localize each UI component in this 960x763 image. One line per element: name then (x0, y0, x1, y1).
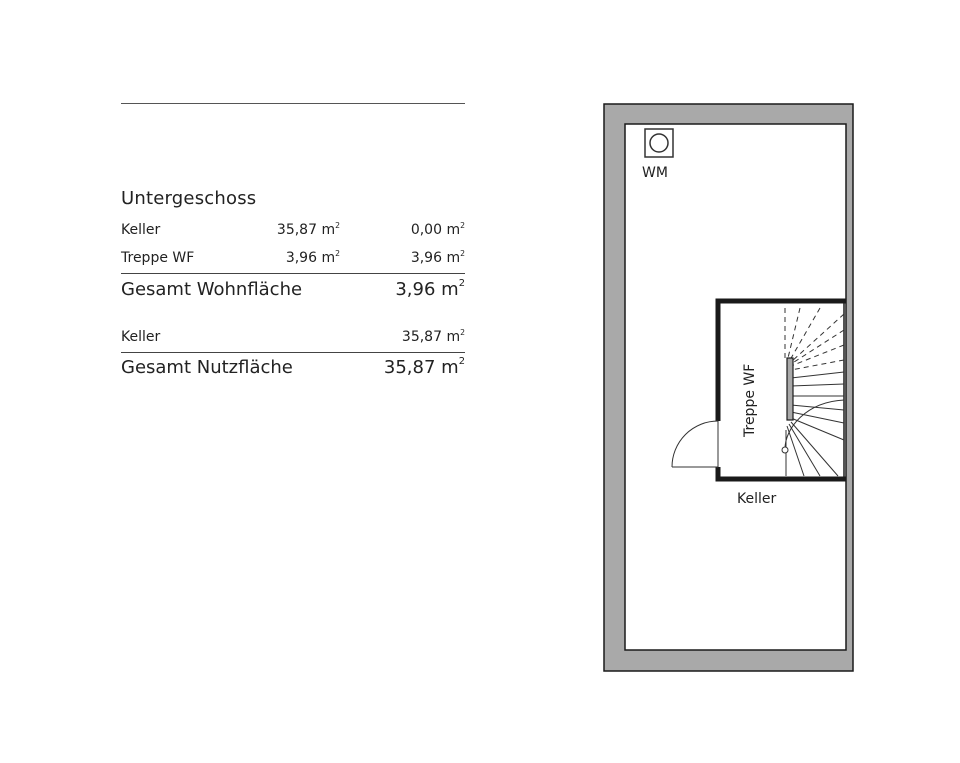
row-label: Keller (121, 222, 161, 238)
row-value-wohnflaeche: 3,96 $m^2$ (410, 249, 465, 266)
total-value: 3,96 $m^2$ (395, 278, 465, 300)
row-value-grundflaeche: 35,87 $m^2$ (276, 221, 340, 238)
washing-machine-icon (645, 129, 673, 157)
stair-arrow-start (782, 447, 788, 453)
door-swing (672, 421, 718, 467)
row-label: Treppe WF (121, 250, 195, 266)
wm-label: WM (642, 165, 668, 181)
stair-handrail (785, 400, 844, 449)
stair-treads (785, 308, 844, 476)
room-label-keller: Keller (737, 491, 777, 507)
row-label: Keller (121, 329, 161, 345)
outer-wall (604, 104, 853, 671)
stair-center-wall (787, 358, 793, 420)
stair-label: Treppe WF (742, 363, 758, 437)
total-value: 35,87 $m^2$ (383, 356, 465, 378)
total-label: Gesamt Nutzfläche (121, 357, 293, 378)
row-value-grundflaeche: 3,96 $m^2$ (285, 249, 340, 266)
total-label: Gesamt Wohnfläche (121, 279, 303, 300)
stair-enclosure (718, 301, 846, 479)
row-value-wohnflaeche: 0,00 $m^2$ (410, 221, 465, 238)
row-value-nutzflaeche: 35,87 $m^2$ (401, 328, 465, 345)
floor-title: Untergeschoss (121, 188, 257, 209)
